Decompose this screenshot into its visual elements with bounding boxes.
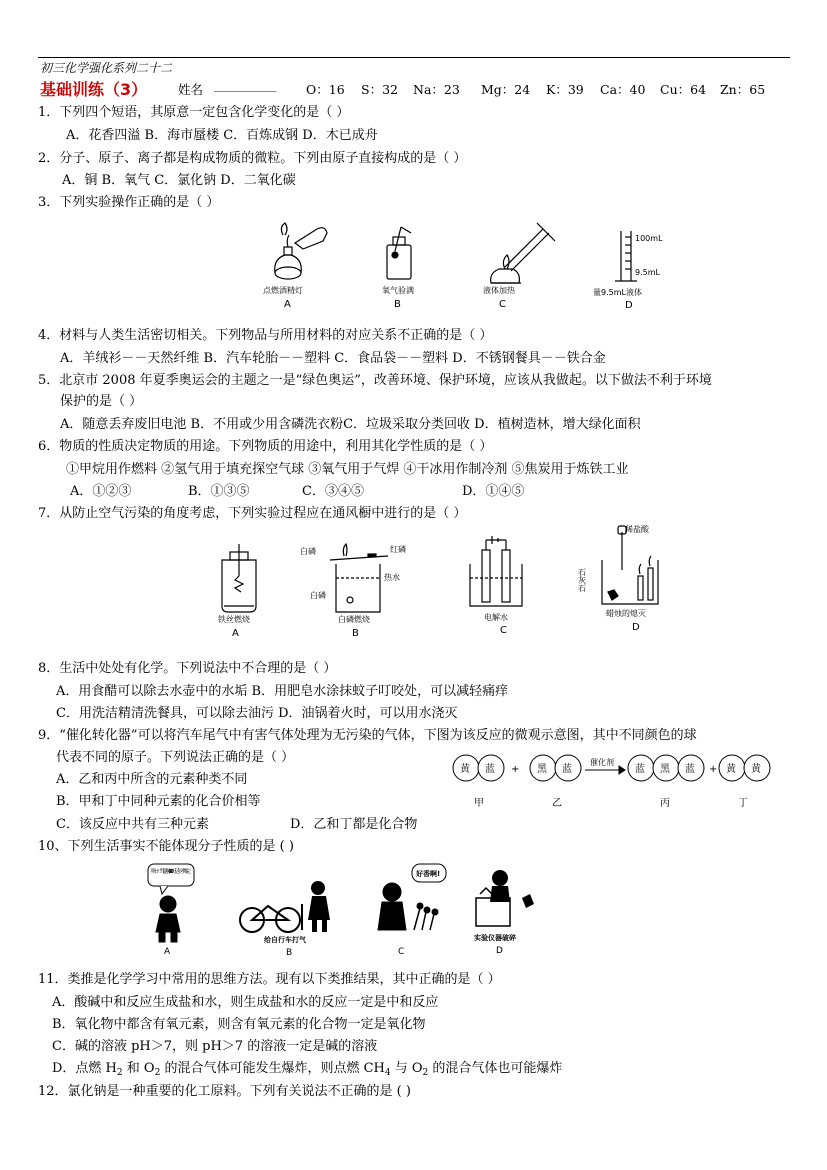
q11-option-a: A．酸碱中和反应生成盐和水，则生成盐和水的反应一定是中和反应 (52, 995, 439, 1010)
q3-stem: 3．下列实验操作正确的是（ ） (38, 195, 220, 210)
q7-stem: 7．从防止空气污染的角度考虑，下列实验过程应在通风橱中进行的是（ ） (38, 506, 467, 521)
q7-caption-b: 白磷燃烧 (338, 615, 370, 624)
q11-option-d-text-1: D．点燃 H (52, 1061, 117, 1076)
q11-option-d-sub-1: 2 (116, 1068, 123, 1078)
q7-letter-a: A (232, 628, 239, 639)
q11-option-d-text-3: 的混合气体可能发生爆炸，则点燃 CH (160, 1061, 385, 1076)
graduated-cylinder-icon (615, 231, 637, 281)
q10-letter-a: A (164, 947, 171, 957)
atomic-mass-s: S：32 (361, 82, 398, 97)
q9-plus-1: + (511, 764, 520, 775)
person-smelling-flowers-icon (378, 883, 438, 930)
q9-label-bing: 丙 (660, 798, 670, 809)
q10-letter-d: D (496, 946, 503, 956)
q11-option-d-sub-2: 2 (154, 1068, 161, 1078)
atomic-mass-na: Na：23 (413, 82, 460, 97)
q6-option-c: C．③④⑤ (302, 484, 364, 499)
person-icon (156, 896, 180, 942)
q1-stem: 1．下列四个短语，其原意一定包含化学变化的是（ ） (38, 105, 350, 120)
q9-reaction-diagram (448, 750, 778, 812)
q9-option-c: C．该反应中共有三种元素 (56, 817, 209, 832)
q12-stem: 12．氯化钠是一种重要的化工原料。下列有关说法不正确的是 ( ) (38, 1084, 411, 1099)
gas-jar-iron-wire-icon (222, 544, 256, 612)
q3-label-100ml: 100mL (635, 234, 663, 243)
q11-option-d-text-2: 和 O (122, 1061, 155, 1076)
q6-option-d: D．①④⑤ (462, 484, 525, 499)
q5-options: A．随意丢弃废旧电池 B．不用或少用含磷洗衣粉C．垃圾采取分类回收 D．植树造林，增大绿化面积 (60, 417, 641, 432)
q9-label-ding: 丁 (738, 798, 748, 809)
q7-label-hcl: 稀盐酸 (625, 525, 649, 534)
q7-label-red-p: 红磷 (390, 545, 406, 554)
q11-stem: 11．类推是化学学习中常用的思维方法。现有以下类推结果，其中正确的是（ ） (38, 972, 501, 987)
q9-option-a: A．乙和丙中所含的元素种类不同 (56, 772, 248, 787)
q3-letter-b: B (394, 299, 401, 310)
q3-letter-c: C (499, 299, 506, 310)
q7-experiments-figure (210, 520, 680, 645)
beaker-phosphorus-icon (330, 544, 388, 612)
q8-stem: 8．生活中处处有化学。下列说法中不合理的是（ ） (38, 661, 337, 676)
q9-plus-2: + (709, 764, 718, 775)
q9-ball-blue-2: 蓝 (562, 764, 572, 775)
person-icon (490, 870, 534, 908)
q3-lab-operations-figure (255, 215, 675, 320)
test-tube-heating-icon (491, 223, 555, 283)
q11-option-d-sub-4: 2 (422, 1068, 429, 1078)
page-title: 基础训练（3） (40, 80, 148, 99)
person-pumping-icon (308, 881, 330, 932)
q2-stem: 2．分子、原子、离子都是构成物质的微粒。下列由原子直接构成的是（ ） (38, 151, 467, 166)
series-title: 初三化学强化系列二十二 (40, 61, 173, 75)
atomic-mass-ca: Ca：40 (600, 82, 646, 97)
q7-label-white-p-bottom: 白磷 (310, 591, 326, 600)
electrolysis-apparatus-icon (470, 536, 522, 606)
q4-options: A．羊绒衫－－天然纤维 B．汽车轮胎－－塑料 C．食品袋－－塑料 D．不锈钢餐具－－铁合金 (60, 351, 606, 366)
q9-ball-yellow-1: 黄 (460, 764, 470, 775)
q10-caption-b: 给自行车打气 (264, 936, 306, 944)
q9-ball-yellow-3: 黄 (751, 764, 761, 775)
q3-caption-b: 氧气验满 (382, 286, 414, 295)
q11-option-b: B．氧化物中都含有氧元素，则含有氧元素的化合物一定是氧化物 (52, 1017, 426, 1032)
q4-stem: 4．材料与人类生活密切相关。下列物品与所用材料的对应关系不正确的是（ ） (38, 328, 493, 343)
q7-letter-c: C (500, 625, 507, 636)
q5-stem-line1: 5．北京市 2008 年夏季奥运会的主题之一是“绿色奥运”，改善环境、保护环境，应该从我做起。以下做法不利于环境 (38, 373, 712, 388)
atomic-mass-cu: Cu：64 (660, 82, 707, 97)
q9-ball-black-1: 黑 (537, 764, 547, 775)
q6-stem: 6．物质的性质决定物质的用途。下列物质的用途中，利用其化学性质的是（ ） (38, 439, 493, 454)
q2-options: A．铜 B．氧气 C．氯化钠 D．二氧化碳 (62, 173, 296, 188)
q6-option-a: A．①②③ (70, 484, 132, 499)
q3-caption-a: 点燃酒精灯 (263, 286, 303, 295)
q10-letter-c: C (398, 947, 405, 957)
q7-label-limestone: 石灰石 (577, 568, 587, 592)
q11-option-d-text-4: 与 O (390, 1061, 423, 1076)
q9-stem-line2: 代表不同的原子。下列说法正确的是（ ） (56, 750, 295, 765)
q9-ball-blue-3: 蓝 (635, 764, 645, 775)
atomic-mass-k: K：39 (546, 82, 584, 97)
q11-option-c: C．碱的溶液 pH＞7，则 pH＞7 的溶液一定是碱的溶液 (52, 1039, 378, 1054)
q3-caption-c: 液体加热 (483, 286, 515, 295)
q9-ball-yellow-2: 黄 (726, 764, 736, 775)
q10-cartoon-figure (130, 858, 570, 958)
q9-catalyst-label: 催化剂 (590, 758, 614, 767)
beaker-candles-icon (602, 526, 658, 604)
header-rule (38, 57, 790, 58)
gas-bottle-icon (387, 227, 411, 279)
q9-stem-line1: 9．“催化转化器”可以将汽车尾气中有害气体处理为无污染的气体，下图为该反应的微观示意图，其中不同颜色的球 (38, 728, 697, 743)
q10-letter-b: B (286, 948, 293, 958)
q8-options-ab: A．用食醋可以除去水壶中的水垢 B．用肥皂水涂抹蚊子叮咬处，可以减轻痛痒 (56, 684, 509, 699)
q9-option-b: B．甲和丁中同种元素的化合价相等 (56, 794, 261, 809)
q10-bubble-c: 好香啊! (416, 870, 441, 878)
name-label: 姓名 (178, 82, 204, 97)
name-blank: __________ (214, 77, 277, 92)
q10-bubble-a: 吸一口气能用6000万亿年才喝完 (151, 869, 191, 875)
q3-letter-a: A (284, 299, 291, 310)
q9-ball-blue-1: 蓝 (485, 764, 495, 775)
atomic-mass-o: O：16 (306, 82, 345, 97)
atomic-mass-mg: Mg：24 (481, 82, 531, 97)
q11-option-d (52, 1057, 562, 1078)
q7-caption-d: 蜡烛的熄灭 (606, 609, 646, 618)
q7-label-hot-water: 热水 (384, 573, 400, 582)
q7-caption-c: 电解水 (484, 613, 508, 622)
q6-option-b: B．①③⑤ (188, 484, 250, 499)
q9-label-jia: 甲 (474, 798, 484, 809)
q9-ball-blue-4: 蓝 (685, 764, 695, 775)
q1-options: A．花香四溢 B．海市蜃楼 C．百炼成钢 D．木已成舟 (66, 128, 378, 143)
q5-stem-line2: 保护的是（ ） (60, 394, 143, 409)
q7-caption-a: 铁丝燃烧 (218, 615, 250, 624)
alcohol-lamp-icon (275, 223, 327, 279)
q9-label-yi: 乙 (552, 798, 562, 809)
q8-options-cd: C．用洗洁精清洗餐具，可以除去油污 D．油锅着火时，可以用水浇灭 (56, 706, 458, 721)
q11-option-d-sub-3: 4 (384, 1068, 391, 1078)
q10-caption-d: 实验仪器破碎 (474, 934, 516, 942)
q7-label-white-p-top: 白磷 (300, 547, 316, 556)
bicycle-pump-icon (240, 904, 302, 932)
q9-ball-black-2: 黑 (660, 764, 670, 775)
q11-option-d-text-5: 的混合气体也可能爆炸 (428, 1061, 563, 1076)
q9-option-d: D．乙和丁都是化合物 (290, 817, 418, 832)
q7-letter-d: D (632, 622, 640, 633)
q10-stem: 10、下列生活事实不能体现分子性质的是 ( ) (38, 839, 294, 854)
q7-letter-b: B (352, 628, 359, 639)
q3-label-95ml: 9.5mL (635, 268, 660, 277)
q3-letter-d: D (625, 300, 633, 311)
q3-caption-d: 量9.5mL液体 (593, 288, 642, 297)
q6-items: ①甲烷用作燃料 ②氢气用于填充探空气球 ③氧气用于气焊 ④干冰用作制冷剂 ⑤焦炭用于炼铁工业 (66, 462, 629, 477)
atomic-mass-zn: Zn：65 (720, 82, 766, 97)
